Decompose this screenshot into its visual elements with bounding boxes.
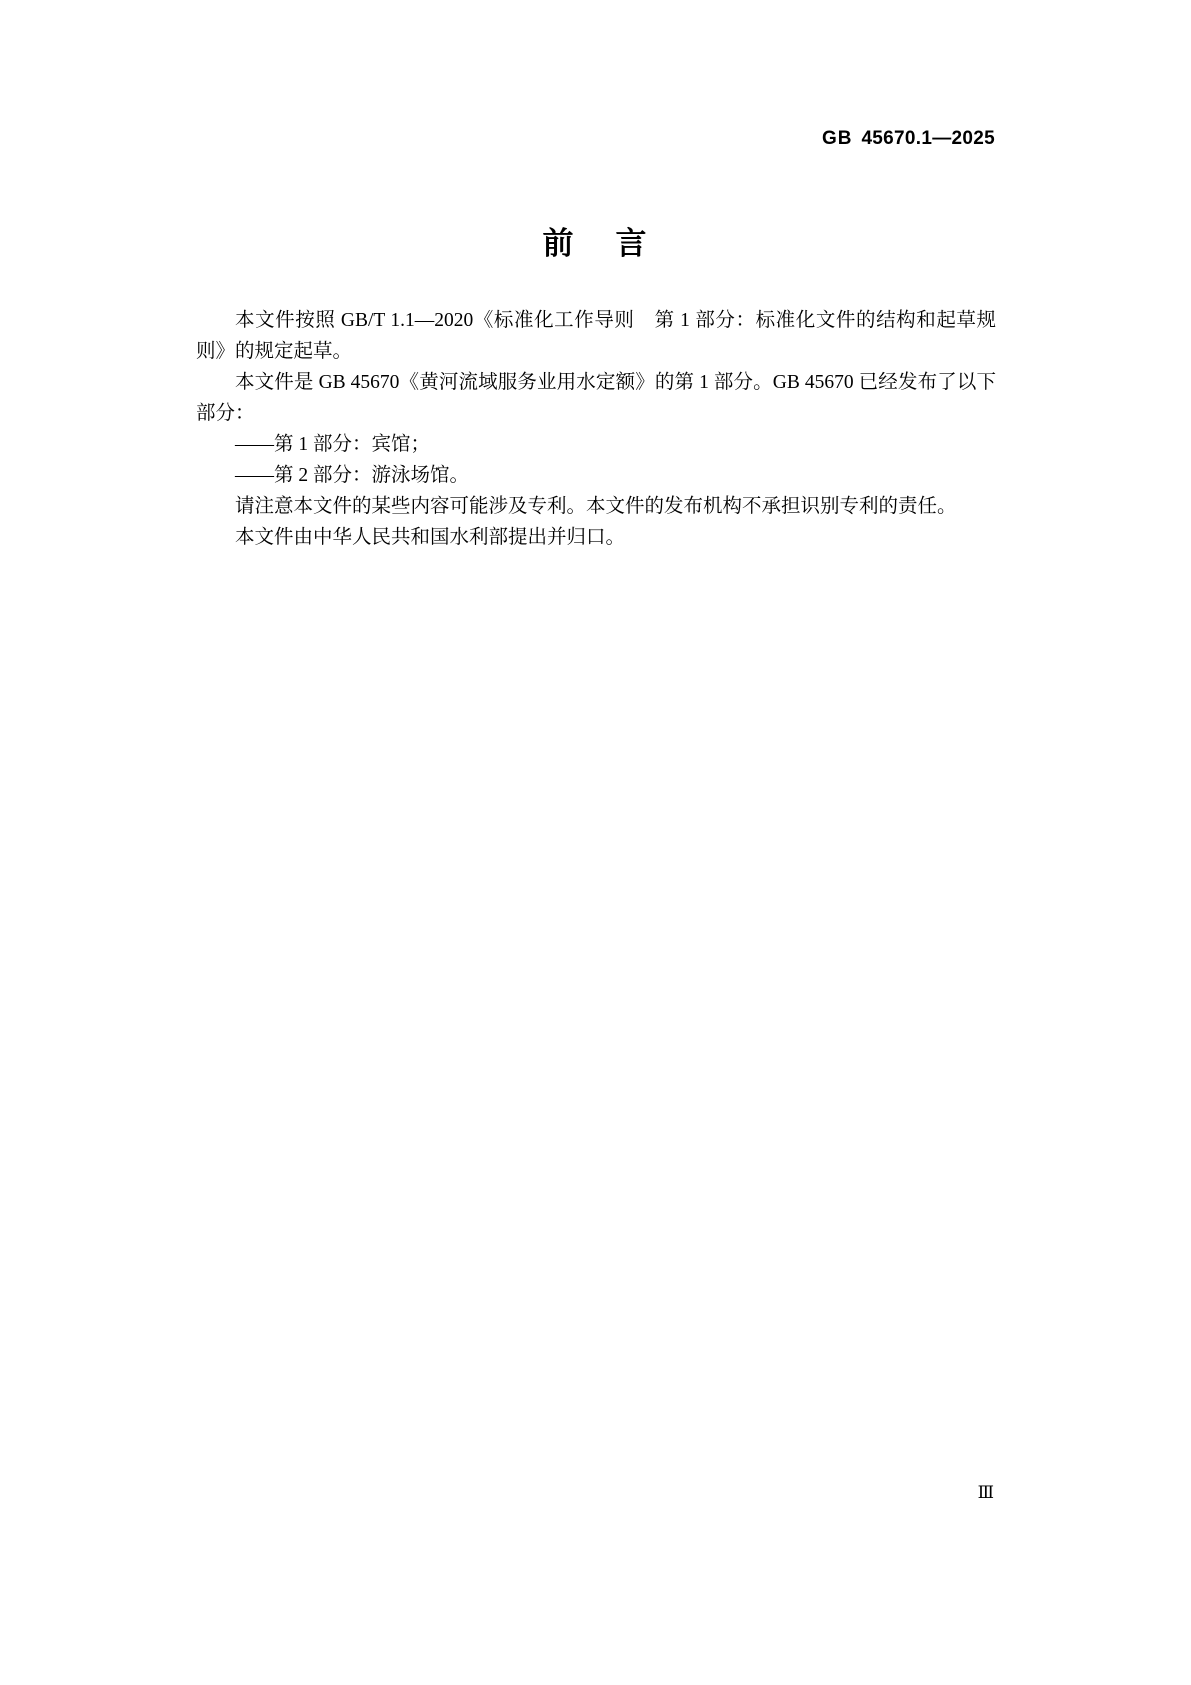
page-number: Ⅲ [977,1483,995,1502]
paragraph-drafting-basis: 本文件按照 GB/T 1.1—2020《标准化工作导则 第 1 部分：标准化文件的结构和起草规则》的规定起草。 [196,310,996,362]
title-char-1: 前 [542,226,576,262]
page-header [822,128,995,150]
paragraph-part-of-series: 本文件是 GB 45670《黄河流域服务业用水定额》的第 1 部分。GB 45670 已经发布了以下部分： [196,372,996,424]
standard-prefix: GB [821,128,853,149]
title-char-2: 言 [615,226,649,262]
paragraph-proposing-body: 本文件由中华人民共和国水利部提出并归口。 [235,527,626,548]
list-item-part-1: ——第 1 部分：宾馆； [235,434,431,455]
list-item-part-2: ——第 2 部分：游泳场馆。 [235,465,470,486]
standard-number: 45670.1—2025 [861,128,995,149]
paragraph-patent-notice: 请注意本文件的某些内容可能涉及专利。本文件的发布机构不承担识别专利的责任。 [235,496,957,517]
page-title [0,218,1191,263]
foreword-body [196,305,996,553]
